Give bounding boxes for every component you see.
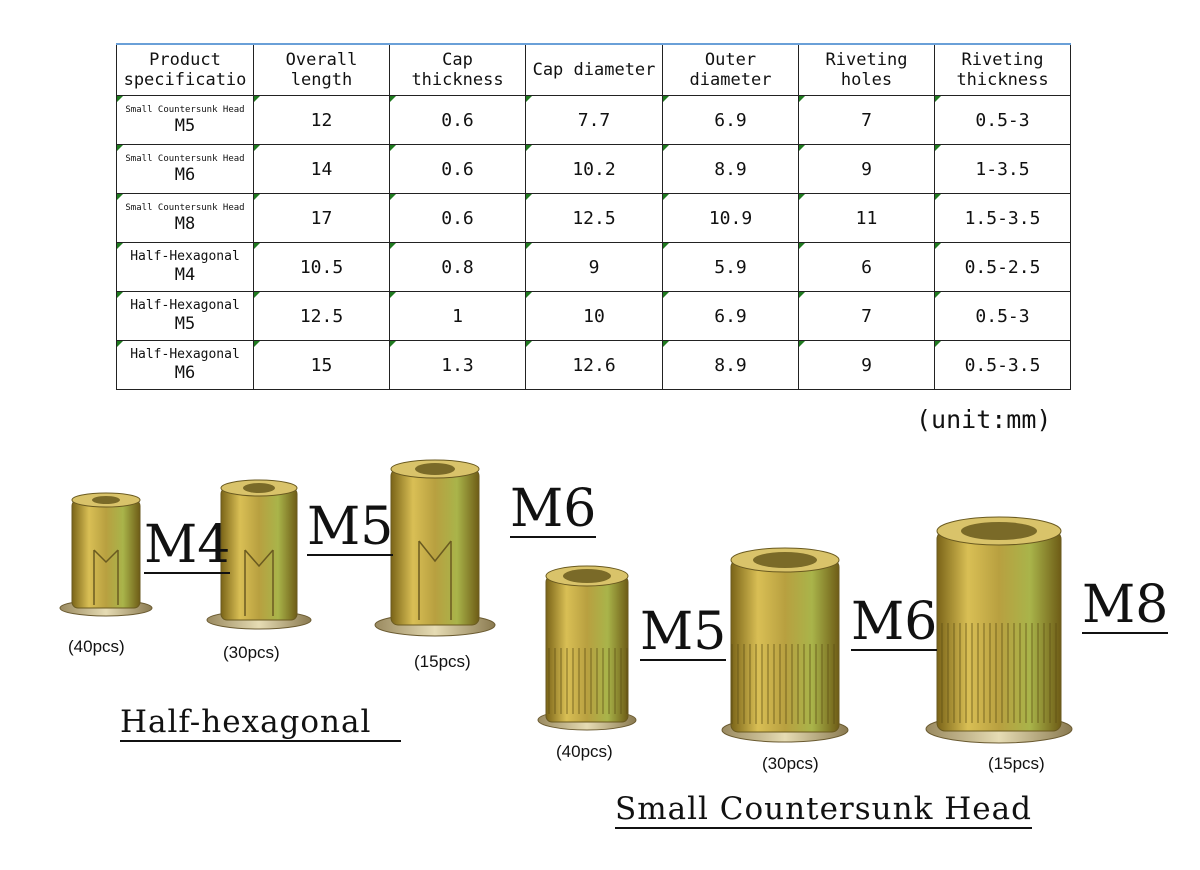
countersunk-m5-nut-image — [536, 562, 638, 734]
table-header-row — [117, 44, 1071, 96]
cell: 0.5-3 — [935, 96, 1071, 145]
table-row — [117, 194, 1071, 243]
cell: 0.8 — [390, 243, 526, 292]
cell: 1 — [390, 292, 526, 341]
cell: 9 — [799, 145, 935, 194]
table-row — [117, 243, 1071, 292]
cell: 15 — [254, 341, 390, 390]
product-cell: Small Countersunk Head M8 — [117, 194, 254, 243]
cell: 0.5-3 — [935, 292, 1071, 341]
unit-note: (unit:mm) — [916, 405, 1052, 434]
cell: 12 — [254, 96, 390, 145]
cell: 11 — [799, 194, 935, 243]
size-label-m5: M5 — [307, 497, 394, 557]
size-label-m6: M6 — [510, 479, 597, 539]
cell: 10.2 — [526, 145, 663, 194]
header-cap-diameter: Cap diameter — [526, 44, 663, 96]
pcs-label: (30pcs) — [223, 643, 280, 662]
table-row — [117, 96, 1071, 145]
cell: 0.6 — [390, 145, 526, 194]
cell: 12.5 — [526, 194, 663, 243]
cell: 7.7 — [526, 96, 663, 145]
size-label-m5: M5 — [640, 602, 727, 662]
product-cell: Small Countersunk Head M6 — [117, 145, 254, 194]
countersunk-m8-nut-image — [923, 513, 1075, 745]
cell: 1-3.5 — [935, 145, 1071, 194]
product-cell: Half-Hexagonal M5 — [117, 292, 254, 341]
cell: 8.9 — [663, 341, 799, 390]
cell: 6 — [799, 243, 935, 292]
cell: 10.9 — [663, 194, 799, 243]
size-label-m6: M6 — [851, 592, 938, 652]
countersunk-m6-nut-image — [719, 544, 851, 744]
cell: 7 — [799, 96, 935, 145]
cell: 0.6 — [390, 194, 526, 243]
header-cap-thickness: Cap thickness — [390, 44, 526, 96]
cell: 14 — [254, 145, 390, 194]
cell: 10 — [526, 292, 663, 341]
section-title-half-hexagonal: Half-hexagonal — [120, 704, 401, 742]
size-label-m4: M4 — [144, 515, 231, 575]
cell: 8.9 — [663, 145, 799, 194]
cell: 5.9 — [663, 243, 799, 292]
cell: 7 — [799, 292, 935, 341]
cell: 0.5-2.5 — [935, 243, 1071, 292]
cell: 9 — [526, 243, 663, 292]
cell: 1.3 — [390, 341, 526, 390]
product-cell: Small Countersunk Head M5 — [117, 96, 254, 145]
spec-table — [116, 43, 1071, 390]
table-row — [117, 145, 1071, 194]
half-hex-m4-nut-image — [58, 490, 154, 620]
cell: 12.5 — [254, 292, 390, 341]
cell: 9 — [799, 341, 935, 390]
section-title-small-countersunk-head: Small Countersunk Head — [615, 791, 1032, 827]
product-cell: Half-Hexagonal M6 — [117, 341, 254, 390]
cell: 6.9 — [663, 96, 799, 145]
pcs-label: (40pcs) — [68, 637, 125, 656]
cell: 1.5-3.5 — [935, 194, 1071, 243]
cell: 6.9 — [663, 292, 799, 341]
pcs-label: (15pcs) — [414, 652, 471, 671]
header-riveting-thickness: Riveting thickness — [935, 44, 1071, 96]
product-cell: Half-Hexagonal M4 — [117, 243, 254, 292]
cell: 12.6 — [526, 341, 663, 390]
header-product: Product specificatio — [117, 44, 254, 96]
table-row — [117, 292, 1071, 341]
cell: 0.5-3.5 — [935, 341, 1071, 390]
pcs-label: (40pcs) — [556, 742, 613, 761]
header-overall-length: Overall length — [254, 44, 390, 96]
pcs-label: (15pcs) — [988, 754, 1045, 773]
pcs-label: (30pcs) — [762, 754, 819, 773]
header-outer-diameter: Outer diameter — [663, 44, 799, 96]
cell: 0.6 — [390, 96, 526, 145]
header-riveting-holes: Riveting holes — [799, 44, 935, 96]
table-row — [117, 341, 1071, 390]
cell: 10.5 — [254, 243, 390, 292]
size-label-m8: M8 — [1082, 575, 1169, 635]
cell: 17 — [254, 194, 390, 243]
